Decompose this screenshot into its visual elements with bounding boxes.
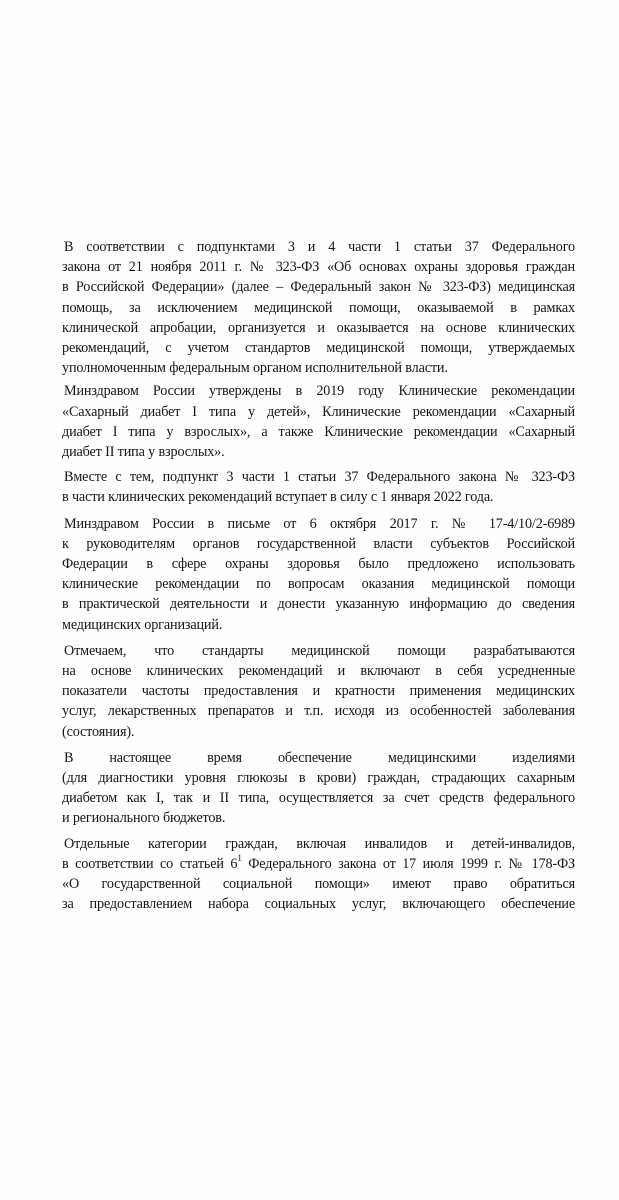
text-line: клинические рекомендации по вопросам оказания медицинской помощи (62, 576, 575, 593)
text-line: рекомендаций, с учетом стандартов медицинской помощи, утверждаемых (62, 340, 575, 357)
paragraph-1 (62, 237, 575, 378)
text-line: (состояния). (62, 723, 135, 740)
text-line: В соответствии с подпунктами 3 и 4 части 1 статьи 37 Федерального (64, 239, 575, 255)
text-line: Минздравом России в письме от 6 октября 2017 г. № 17-4/10/2-6989 (64, 515, 575, 532)
text-fragment: Федерального закона от 17 июля 1999 г. № 178-ФЗ (241, 855, 575, 872)
text-line: на основе клинических рекомендаций и включают в себя усредненные (62, 663, 575, 680)
paragraph-7 (62, 834, 575, 915)
text-line: закона от 21 ноября 2011 г. № 323-ФЗ «Об основах охраны здоровья граждан (62, 259, 575, 276)
paragraph-6 (62, 748, 575, 829)
paragraph-4 (62, 514, 575, 635)
text-line: (для диагностики уровня глюкозы в крови) граждан, страдающих сахарным (62, 770, 575, 787)
text-line: Отмечаем, что стандарты медицинской помощи разрабатываются (64, 642, 575, 659)
document-body (62, 237, 575, 920)
paragraph-3 (62, 467, 575, 507)
text-line: клинической апробации, организуется и оказывается на основе клинических (62, 319, 575, 336)
text-line: к руководителям органов государственной власти субъектов Российской (62, 535, 575, 552)
text-line: в части клинических рекомендаций вступает в силу с 1 января 2022 года. (62, 489, 494, 506)
text-line: «О государственной социальной помощи» имеют право обратиться (62, 876, 575, 893)
text-fragment: в соответствии со статьей 6 (62, 855, 238, 872)
text-line: Вместе с тем, подпункт 3 части 1 статьи 37 Федерального закона № 323-ФЗ (64, 469, 575, 486)
text-line: в Российской Федерации» (далее – Федеральный закон № 323-ФЗ) медицинская (62, 279, 575, 296)
text-line: В настоящее время обеспечение медицинскими изделиями (64, 749, 575, 766)
text-line: медицинских организаций. (62, 616, 223, 633)
superscript: 1 (237, 853, 242, 864)
text-line: услуг, лекарственных препаратов и т.п. исходя из особенностей заболевания (62, 703, 575, 720)
paragraph-2 (62, 381, 575, 462)
text-line: диабетом как I, так и II типа, осуществляется за счет средств федерального (62, 790, 575, 807)
text-line: показатели частоты предоставления и кратности применения медицинских (62, 683, 575, 700)
text-line: «Сахарный диабет I типа у детей», Клинические рекомендации «Сахарный (62, 403, 575, 420)
text-line: диабет II типа у взрослых». (62, 444, 225, 461)
text-line: за предоставлением набора социальных услуг, включающего обеспечение (62, 896, 575, 913)
text-line: Федерации в сфере охраны здоровья было предложено использовать (62, 556, 575, 573)
text-line: уполномоченным федеральным органом исполнительной власти. (62, 360, 448, 377)
text-line: помощь, за исключением медицинской помощи, оказываемой в рамках (62, 299, 575, 316)
text-line: Минздравом России утверждены в 2019 году Клинические рекомендации (64, 383, 575, 400)
text-line: Отдельные категории граждан, включая инвалидов и детей-инвалидов, (64, 835, 575, 852)
paragraph-5 (62, 641, 575, 742)
text-line: и регионального бюджетов. (62, 810, 226, 827)
text-line: в практической деятельности и донести указанную информацию до сведения (62, 596, 575, 613)
text-line-with-superscript (62, 854, 575, 874)
text-line: диабет I типа у взрослых», а также Клинические рекомендации «Сахарный (62, 423, 575, 440)
